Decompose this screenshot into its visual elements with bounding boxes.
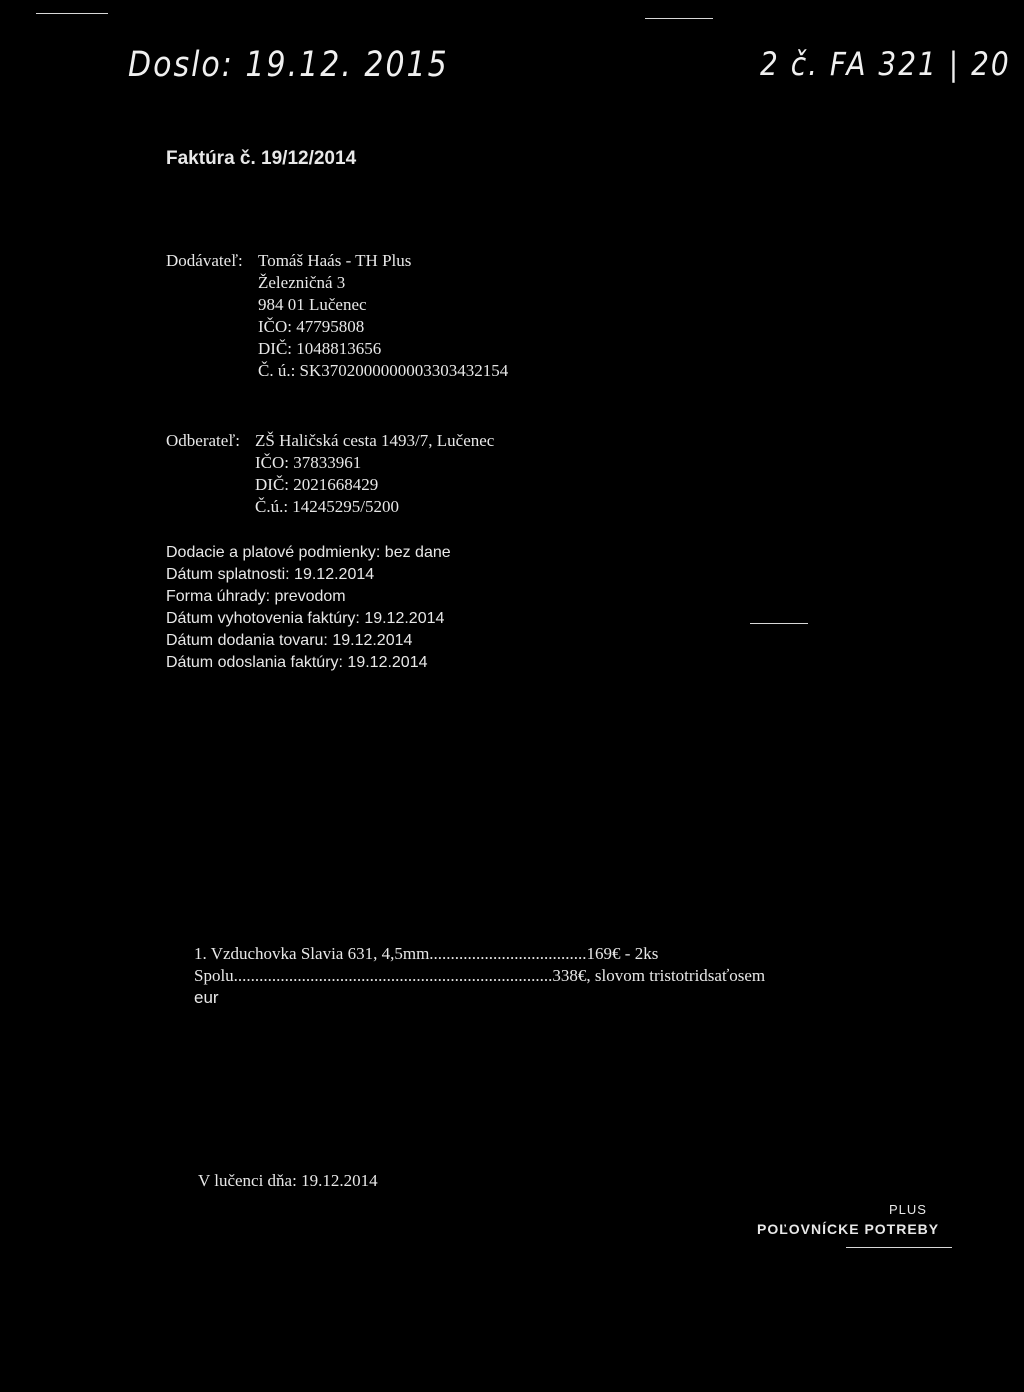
terms-issue-date: Dátum vyhotovenia faktúry: 19.12.2014: [166, 610, 445, 627]
total-line-continued: eur: [194, 988, 219, 1007]
customer-label: Odberateľ:: [166, 431, 240, 450]
terms-block: [166, 542, 451, 674]
items-block: [194, 943, 765, 1009]
stamp-underline: [846, 1247, 952, 1248]
invoice-title: Faktúra č. 19/12/2014: [166, 148, 357, 169]
total-line: Spolu...........................................................................338€, slovom tristotridsaťosem: [194, 966, 766, 985]
terms-sent-date: Dátum odoslania faktúry: 19.12.2014: [166, 654, 428, 671]
supplier-label: Dodávateľ:: [166, 251, 243, 270]
supplier-account: Č. ú.: SK3702000000003303432154: [258, 361, 509, 380]
customer-account: Č.ú.: 14245295/5200: [255, 497, 400, 516]
supplier-city: 984 01 Lučenec: [258, 295, 367, 314]
handwritten-received-note: Doslo: 19.12. 2015: [128, 45, 449, 86]
terms-delivery-payment: Dodacie a platové podmienky: bez dane: [166, 544, 451, 561]
stamp-top-text: PLUS: [889, 1202, 927, 1217]
customer-dic: DIČ: 2021668429: [255, 475, 379, 494]
mid-right-rule: [750, 623, 808, 624]
customer-block: [255, 430, 494, 518]
customer-name: ZŠ Haličská cesta 1493/7, Lučenec: [255, 431, 495, 450]
supplier-ico: IČO: 47795808: [258, 317, 365, 336]
terms-payment-form: Forma úhrady: prevodom: [166, 588, 346, 605]
supplier-street: Železničná 3: [258, 273, 346, 292]
handwritten-reference-note: 2 č. FA 321 | 20: [760, 45, 1011, 83]
supplier-dic: DIČ: 1048813656: [258, 339, 382, 358]
top-right-rule: [645, 18, 713, 19]
terms-due-date: Dátum splatnosti: 19.12.2014: [166, 566, 375, 583]
top-left-rule: [36, 13, 108, 14]
terms-delivery-date: Dátum dodania tovaru: 19.12.2014: [166, 632, 413, 649]
place-and-date: V lučenci dňa: 19.12.2014: [198, 1171, 378, 1190]
item-line-1: 1. Vzduchovka Slavia 631, 4,5mm.....................................169€ - 2ks: [194, 944, 659, 963]
stamp-main-text: POĽOVNÍCKE POTREBY: [757, 1221, 940, 1237]
customer-ico: IČO: 37833961: [255, 453, 362, 472]
supplier-block: [258, 250, 508, 382]
supplier-name: Tomáš Haás - TH Plus: [258, 251, 412, 270]
